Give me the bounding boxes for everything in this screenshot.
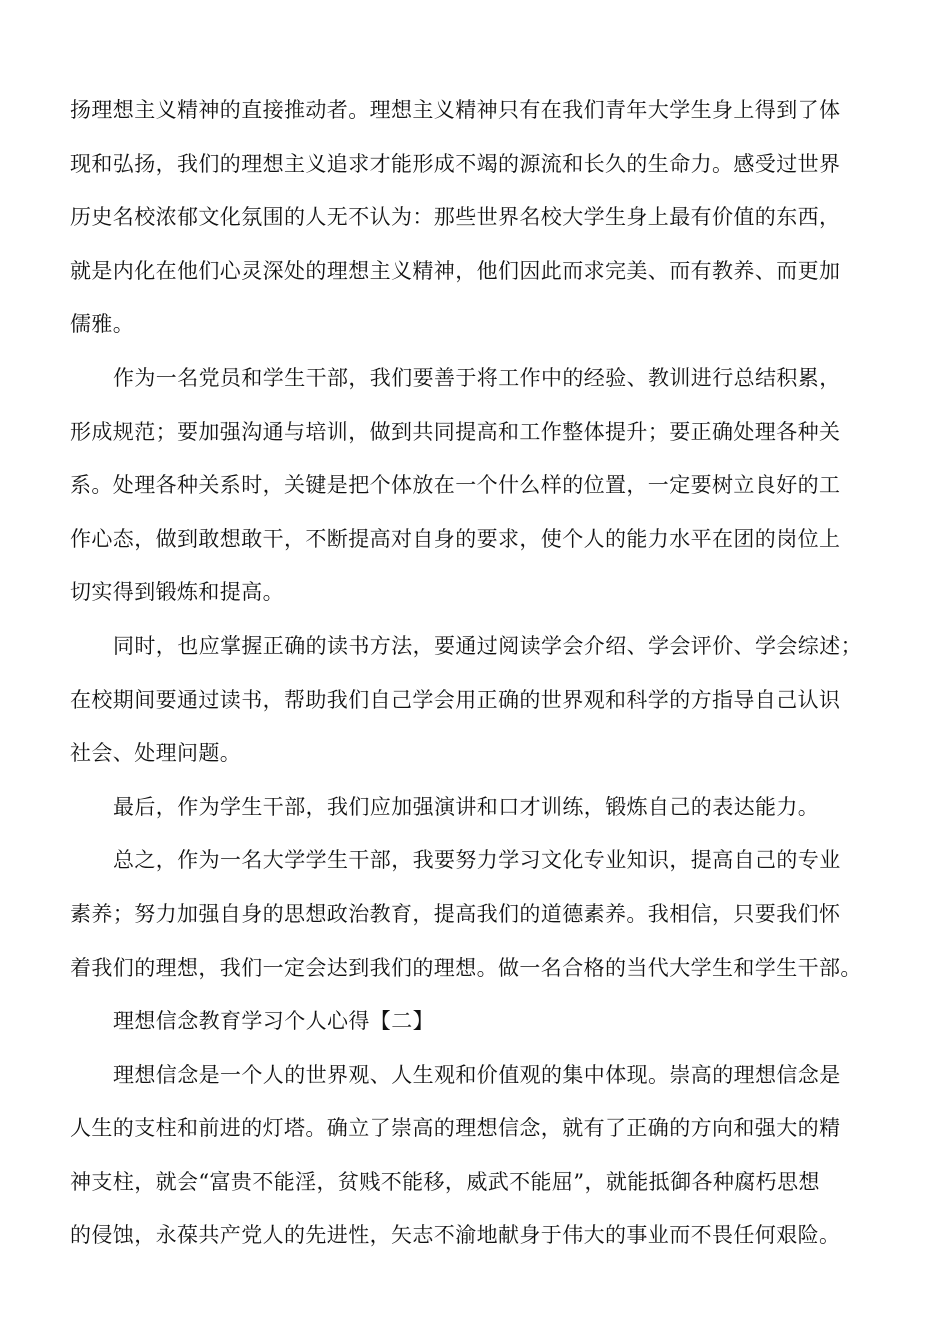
text-line: 现和弘扬，我们的理想主义追求才能形成不竭的源流和长久的生命力。感受过世界 bbox=[70, 151, 841, 176]
text-line: 社会、处理问题。 bbox=[70, 741, 242, 766]
paragraph-ideals-beliefs bbox=[70, 1049, 885, 1263]
text-line: 同时，也应掌握正确的读书方法，要通过阅读学会介绍、学会评价、学会综述； bbox=[113, 633, 862, 658]
section-heading-part-two bbox=[70, 995, 885, 1049]
text-line: 切实得到锻炼和提高。 bbox=[70, 580, 284, 605]
text-line: 最后，作为学生干部，我们应加强演讲和口才训练，锻炼自己的表达能力。 bbox=[113, 794, 820, 819]
text-line: 作心态，做到敢想敢干，不断提高对自身的要求，使个人的能力水平在团的岗位上 bbox=[70, 526, 841, 551]
text-line: 就是内化在他们心灵深处的理想主义精神，他们因此而求完美、而有教养、而更加 bbox=[70, 258, 841, 283]
text-line: 素养；努力加强自身的思想政治教育，提高我们的道德素养。我相信，只要我们怀 bbox=[70, 901, 841, 926]
paragraph-conclusion bbox=[70, 834, 885, 995]
paragraph-reading-methods bbox=[70, 620, 885, 781]
paragraph-idealism-continued bbox=[70, 84, 885, 352]
text-line: 历史名校浓郁文化氛围的人无不认为：那些世界名校大学生身上最有价值的东西， bbox=[70, 205, 841, 230]
text-line: 扬理想主义精神的直接推动者。理想主义精神只有在我们青年大学生身上得到了体 bbox=[70, 98, 841, 122]
text-line: 形成规范；要加强沟通与培训，做到共同提高和工作整体提升；要正确处理各种关 bbox=[70, 419, 841, 444]
text-line: 的侵蚀，永葆共产党人的先进性，矢志不渝地献身于伟大的事业而不畏任何艰险。 bbox=[70, 1223, 841, 1248]
text-line: 着我们的理想，我们一定会达到我们的理想。做一名合格的当代大学生和学生干部。 bbox=[70, 955, 862, 980]
text-line: 儒雅。 bbox=[70, 312, 135, 337]
paragraph-party-member-cadre bbox=[70, 352, 885, 620]
text-line: 系。处理各种关系时，关键是把个体放在一个什么样的位置，一定要树立良好的工 bbox=[70, 473, 841, 498]
text-line: 作为一名党员和学生干部，我们要善于将工作中的经验、教训进行总结积累， bbox=[113, 365, 841, 390]
text-line: 总之，作为一名大学学生干部，我要努力学习文化专业知识，提高自己的专业 bbox=[113, 848, 841, 873]
paragraph-speech-training bbox=[70, 781, 885, 835]
text-line: 理想信念是一个人的世界观、人生观和价值观的集中体现。崇高的理想信念是 bbox=[113, 1062, 841, 1087]
text-line: 理想信念教育学习个人心得【二】 bbox=[113, 1009, 434, 1034]
text-line: 在校期间要通过读书，帮助我们自己学会用正确的世界观和科学的方指导自己认识 bbox=[70, 687, 841, 712]
text-line: 神支柱，就会“富贵不能淫，贫贱不能移，威武不能屈”，就能抵御各种腐朽思想 bbox=[70, 1169, 820, 1194]
text-line: 人生的支柱和前进的灯塔。确立了崇高的理想信念，就有了正确的方向和强大的精 bbox=[70, 1116, 841, 1141]
document-page bbox=[70, 84, 885, 1263]
